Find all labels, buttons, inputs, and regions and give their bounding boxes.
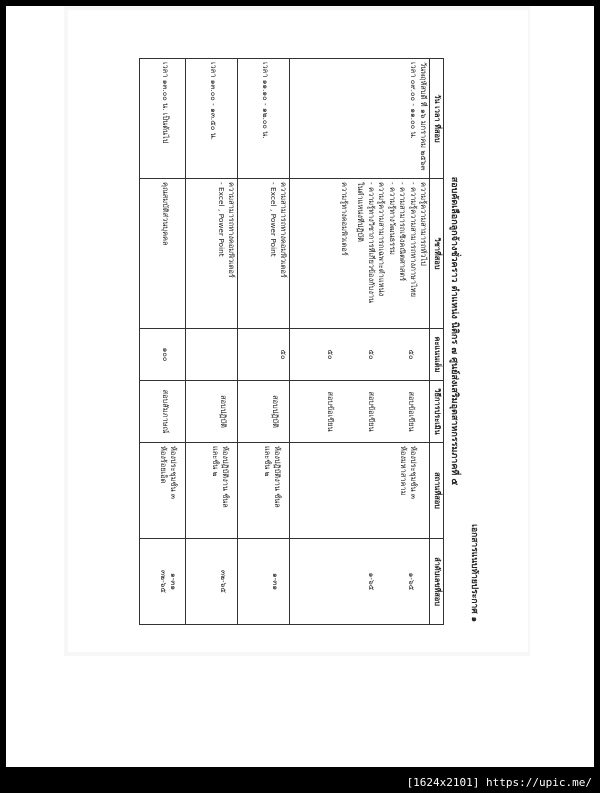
column-header-score: คะแนนเต็ม bbox=[430, 329, 444, 381]
image-host-caption: [1624x2101] https://upic.me/ bbox=[406, 776, 592, 789]
column-header-datetime: วัน เวลา ที่สอบ bbox=[430, 59, 444, 179]
seat-range-cell: ๑-๓๑ bbox=[238, 539, 290, 625]
location-cell: ห้องประชุมชั้น ๓ ห้องร้อยเอ็ด bbox=[140, 443, 186, 539]
column-header-location: สถานที่สอบ bbox=[430, 443, 444, 539]
table-row bbox=[140, 59, 186, 625]
seat-range-cell: ๑-๓๑ ๓๒-๖๕ bbox=[140, 539, 186, 625]
table-row bbox=[290, 59, 430, 625]
subject-cell: ความสามารถทางคอมพิวเตอร์ - Excel , Power Point bbox=[186, 179, 238, 329]
datetime-cell: วันพฤหัสบดี ที่ ๑๖ มกราคม ๒๕๖๓ เวลา ๐๙.๐๐ - ๑๑.๐๐ น. bbox=[290, 59, 430, 179]
subject-cell: ความรู้ความสามารถทั่วไป - ความรู้ความสามารถทางภาษาไทย - ความสามารถเชิงคณิตศาสตร์ - ความรู้ทางวัฒนธรรม ความรู้ความสามารถเฉพาะตำแหน่ง - ความรู้ทางวิชาการที่เกี่ยวข้องกับงาน ในตำแหน่งที่ปฏิบัติ ความรู้ทางคอมพิวเตอร์ bbox=[290, 179, 430, 329]
method-cell: สอบข้อเขียน สอบข้อเขียน สอบข้อเขียน bbox=[290, 381, 430, 443]
seat-range-cell: ๓๒-๖๕ bbox=[186, 539, 238, 625]
datetime-cell: เวลา ๑๑.๑๐ - ๑๒.๐๐ น. bbox=[238, 59, 290, 179]
table-header-row bbox=[430, 59, 444, 625]
column-header-subject: วิชาที่สอบ bbox=[430, 179, 444, 329]
location-cell: ห้องปฏิบัติงาน ชั้นล และชั้น ๒ bbox=[186, 443, 238, 539]
method-cell: สอบปฏิบัติ bbox=[238, 381, 290, 443]
method-cell: สอบปฏิบัติ bbox=[186, 381, 238, 443]
score-cell bbox=[186, 329, 238, 381]
exam-schedule-table bbox=[140, 58, 445, 625]
annex-label: เอกสารแนบท้ายประกาศ ๑ bbox=[469, 524, 479, 622]
column-header-method: วิธีการประเมิน bbox=[430, 381, 444, 443]
table-row bbox=[186, 59, 238, 625]
document-heading: สอบคัดเลือกลูกจ้างชั่วคราว ตำแหน่ง นิติกร ๗ ศูนย์ส่งเสริมอุตสาหกรรมภาคที่ ๕ bbox=[449, 176, 459, 486]
datetime-cell: เวลา ๑๓.๐๐ น. เป็นต้นไป bbox=[140, 59, 186, 179]
score-cell: ๕๐ ๕๐ ๕๐ bbox=[290, 329, 430, 381]
subject-cell: คุณสมบัติส่วนบุคคล bbox=[140, 179, 186, 329]
table-row bbox=[238, 59, 290, 625]
seat-range-cell: ๑-๖๕ ๑-๖๕ bbox=[290, 539, 430, 625]
datetime-cell: เวลา ๑๓.๐๐ - ๑๓.๕๐ น. bbox=[186, 59, 238, 179]
location-cell: ห้องปฏิบัติงาน ชั้นล และชั้น ๒ bbox=[238, 443, 290, 539]
column-header-seat-range: ลำดับเลขที่สอบ bbox=[430, 539, 444, 625]
rotated-document bbox=[68, 10, 528, 652]
score-cell: ๑๐๐ bbox=[140, 329, 186, 381]
document-page bbox=[68, 10, 528, 652]
location-cell: ห้องประชุมชั้น ๓ ห้องมหาสาคาม bbox=[290, 443, 430, 539]
score-cell: ๕๐ bbox=[238, 329, 290, 381]
method-cell: สอบสัมภาษณ์ bbox=[140, 381, 186, 443]
subject-cell: ความสามารถทางคอมพิวเตอร์ - Excel , Power Point bbox=[238, 179, 290, 329]
